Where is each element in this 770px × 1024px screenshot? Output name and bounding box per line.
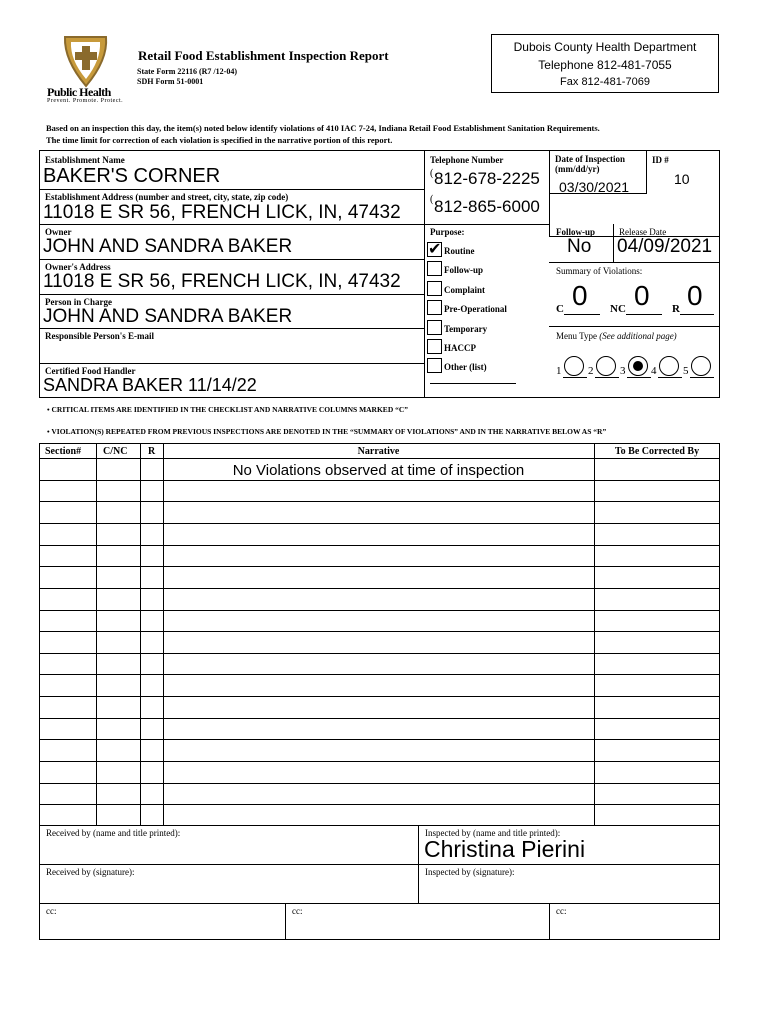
menu-type-number: 3 (620, 365, 626, 377)
col-corrected-by-header: To Be Corrected By (614, 446, 700, 457)
shield-cross-icon (42, 34, 142, 92)
id-label: ID # (652, 155, 669, 165)
purpose-checkbox-follow-up[interactable] (427, 261, 442, 276)
col-narrative-header: Narrative (357, 446, 400, 457)
establishment-address-label: Establishment Address (number and street, city, state, zip code) (45, 192, 289, 202)
intro-line-2: The time limit for correction of each violation is specified in the narrative portion of this report. (46, 135, 393, 145)
date-format-label: (mm/dd/yr) (555, 164, 600, 174)
release-date-label: Release Date (619, 227, 667, 237)
owners-address-value: 11018 E SR 56, FRENCH LICK, IN, 47432 (43, 271, 401, 292)
purpose-checkbox-routine[interactable] (427, 239, 442, 258)
phone-open-paren-2: ( (430, 194, 434, 205)
table-row (39, 696, 719, 718)
purpose-option-label: Other (list) (444, 362, 487, 372)
table-row (39, 783, 719, 805)
date-of-inspection-label: Date of Inspection (555, 154, 625, 164)
date-of-inspection-value: 03/30/2021 (559, 179, 630, 195)
id-value: 10 (674, 171, 690, 187)
critical-label: C (556, 303, 564, 315)
cc-field-3: cc: (556, 906, 567, 916)
menu-type-radio-5[interactable] (691, 356, 711, 376)
logo-tagline: Prevent. Promote. Protect. (47, 98, 124, 104)
purpose-checkbox-complaint[interactable] (427, 281, 442, 296)
table-row (39, 631, 719, 653)
menu-type-label (556, 331, 677, 341)
menu-type-radio-2[interactable] (596, 356, 616, 376)
purpose-label: Purpose: (430, 227, 465, 237)
table-row (39, 480, 719, 502)
col-section-header: Section# (45, 446, 82, 457)
received-by-name-label: Received by (name and title printed): (46, 828, 181, 838)
certified-food-handler-label: Certified Food Handler (45, 366, 136, 376)
menu-type-number: 5 (683, 365, 689, 377)
purpose-option-label: Routine (444, 246, 475, 256)
col-cnc-header: C/NC (103, 446, 128, 457)
owner-value: JOHN AND SANDRA BAKER (43, 236, 293, 257)
department-fax: Fax 812-481-7069 (560, 76, 650, 88)
person-in-charge-label: Person in Charge (45, 297, 112, 307)
signature-box (39, 826, 720, 940)
checkmark-icon: ✔ (428, 239, 442, 258)
establishment-name-value: BAKER'S CORNER (43, 165, 221, 187)
department-telephone: Telephone 812-481-7055 (538, 58, 672, 72)
table-row (39, 739, 719, 761)
table-row (39, 566, 719, 588)
menu-type-radio-4[interactable] (659, 356, 679, 376)
first-narrative-text: No Violations observed at time of inspection (232, 462, 525, 479)
table-row (39, 610, 719, 632)
purpose-option-label: Temporary (444, 324, 488, 334)
public-health-logo (42, 34, 142, 106)
release-date-value: 04/09/2021 (617, 236, 713, 257)
inspected-by-name-value: Christina Pierini (424, 836, 586, 862)
table-row (39, 761, 719, 783)
menu-type-number: 1 (556, 365, 562, 377)
table-row (39, 523, 719, 545)
menu-type-text: Menu Type (556, 331, 597, 341)
intro-line-1: Based on an inspection this day, the item(s) noted below identify violations of 410 IAC 7-24, Indiana Retail Food Establishment Sanitation Requirements. (46, 123, 600, 133)
repeat-label: R (672, 303, 680, 315)
follow-up-value: No (567, 236, 592, 257)
purpose-checkbox-temporary[interactable] (427, 320, 442, 335)
purpose-checkbox-other-list[interactable] (427, 358, 442, 373)
table-row (39, 588, 719, 610)
menu-type-radio-3[interactable] (628, 356, 648, 376)
phone-open-paren-1: ( (430, 168, 434, 179)
noncritical-label: NC (610, 303, 626, 315)
inspected-by-name-label: Inspected by (name and title printed): (425, 828, 561, 838)
menu-type-radio-1[interactable] (564, 356, 584, 376)
table-row (39, 545, 719, 567)
cc-field-2: cc: (292, 906, 303, 916)
department-name: Dubois County Health Department (513, 40, 697, 54)
menu-type-note: (See additional page) (599, 331, 677, 341)
person-in-charge-value: JOHN AND SANDRA BAKER (43, 306, 293, 327)
purpose-checkbox-haccp[interactable] (427, 339, 442, 354)
table-row (39, 674, 719, 696)
table-row (39, 501, 719, 523)
state-form-number: State Form 22116 (R7 /12-04) (137, 67, 237, 76)
follow-up-label: Follow-up (556, 227, 596, 237)
establishment-address-value: 11018 E SR 56, FRENCH LICK, IN, 47432 (43, 202, 401, 223)
telephone-2-value: 812-865-6000 (434, 197, 540, 216)
critical-items-note: • CRITICAL ITEMS ARE IDENTIFIED IN THE CHECKLIST AND NARRATIVE COLUMNS MARKED “C” (47, 405, 409, 414)
table-row (39, 718, 719, 740)
purpose-option-label: Pre-Operational (444, 304, 507, 314)
repeat-count-value: 0 (687, 280, 703, 311)
critical-count-value: 0 (572, 280, 588, 311)
purpose-option-label: HACCP (444, 343, 476, 353)
cc-field-1: cc: (46, 906, 57, 916)
logo-text: Public Health (47, 85, 111, 99)
telephone-1-value: 812-678-2225 (434, 169, 540, 188)
table-row (39, 653, 719, 675)
certified-food-handler-value: SANDRA BAKER 11/14/22 (43, 375, 257, 395)
report-title: Retail Food Establishment Inspection Report (138, 48, 389, 63)
telephone-number-label: Telephone Number (430, 155, 504, 165)
responsible-email-label: Responsible Person's E-mail (45, 331, 155, 341)
repeat-violations-note: • VIOLATION(S) REPEATED FROM PREVIOUS INSPECTIONS ARE DENOTED IN THE “SUMMARY OF VIOLATIONS” AND IN THE NARRATIVE BELOW AS “R” (47, 427, 607, 436)
noncritical-count-value: 0 (634, 280, 650, 311)
purpose-checkbox-pre-operational[interactable] (427, 300, 442, 315)
purpose-option-label: Complaint (444, 285, 486, 295)
summary-of-violations-label: Summary of Violations: (556, 266, 643, 276)
table-row (39, 804, 719, 826)
establishment-name-label: Establishment Name (45, 155, 125, 165)
col-r-header: R (148, 446, 156, 457)
radio-selected-dot (633, 361, 643, 371)
purpose-option-label: Follow-up (444, 265, 484, 275)
owners-address-label: Owner's Address (45, 262, 111, 272)
inspected-by-signature-label: Inspected by (signature): (425, 867, 515, 877)
sdh-form-number: SDH Form 51-0001 (137, 77, 204, 86)
owner-label: Owner (45, 227, 72, 237)
menu-type-number: 2 (588, 365, 594, 377)
received-by-signature-label: Received by (signature): (46, 867, 135, 877)
menu-type-number: 4 (651, 365, 657, 377)
department-box (491, 34, 719, 93)
